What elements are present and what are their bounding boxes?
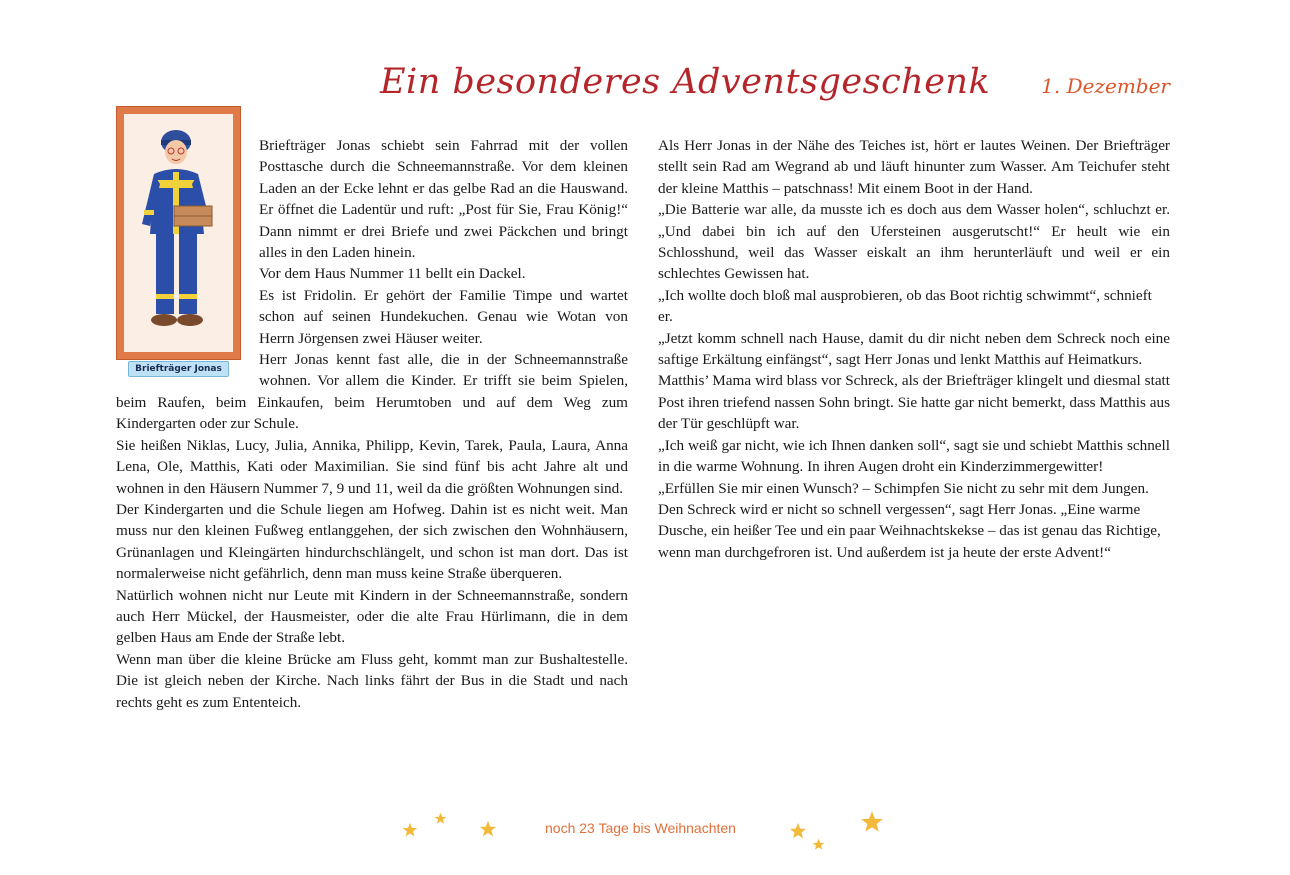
paragraph: Als Herr Jonas in der Nähe des Teiches ist, hört er lautes Weinen. Der Briefträger stellt sein Rad am Wegrand ab und läuft hinunter zum Wasser. Am Teichufer steht der kleine Matthis – patschnass! Mit einem Boot in der Hand. <box>658 137 1170 197</box>
paragraph: Es ist Fridolin. Er gehört der Familie Timpe und wartet schon auf seinen Hundekuchen. Genau wie Wotan von Herrn Jörgensen zwei Häuser weiter. <box>259 286 628 347</box>
paragraph: „Die Batterie war alle, da musste ich es doch aus dem Wasser holen“, schluchzt er. „Und dabei bin ich auf den Ufersteinen ausgerutscht!“ Er heult wie ein Schlosshund, weil das Wasser eiskalt an ihm herunterläuft und weil er ein schlechtes Gewissen hat. <box>658 201 1170 283</box>
page-title: Ein besonderes Adventsgeschenk <box>380 62 991 102</box>
paragraph: Briefträger Jonas schiebt sein Fahrrad mit der vollen Posttasche durch die Schneemannstraße. Vor dem kleinen Laden an der Ecke lehnt er das gelbe Rad an die Hauswand. Er öffnet die Ladentür und ruft: „Post für Sie, Frau König!“ Dann nimmt er drei Briefe und zwei Päckchen und bringt alles in den Laden hinein. <box>259 137 628 262</box>
star-icon <box>789 822 807 840</box>
paragraph: „Erfüllen Sie mir einen Wunsch? – Schimpfen Sie nicht zu sehr mit dem Jungen. Den Schreck wird er nicht so schnell vergessen“, sagt Herr Jonas. „Eine warme Dusche, ein heißer Tee und ein paar Weihnachtskekse – das ist genau das Richtige, wenn man durchgefroren ist. Und außerdem ist ja heute der erste Advent!“ <box>658 479 1161 561</box>
paragraph: Natürlich wohnen nicht nur Leute mit Kindern in der Schneemannstraße, sondern auch Herr Mückel, der Hausmeister, oder die alte Frau Hürlimann, die in dem gelben Haus am Ende der Straße lebt. <box>116 586 628 647</box>
star-icon <box>479 820 497 838</box>
star-icon <box>402 822 418 838</box>
star-icon <box>812 838 825 851</box>
paragraph: Vor dem Haus Nummer 11 bellt ein Dackel. <box>259 265 526 283</box>
paragraph: „Ich weiß gar nicht, wie ich Ihnen danken soll“, sagt sie und schiebt Matthis schnell in die warme Wohnung. In ihren Augen droht ein Kinderzimmergewitter! <box>658 436 1170 476</box>
countdown-text: noch 23 Tage bis Weihnachten <box>545 820 736 836</box>
paragraph: Herr Jonas kennt fast alle, die in der Schneemannstraße wohnen. Vor allem die Kinder. Er trifft sie beim Spielen, beim Raufen, beim Einkaufen, beim Herumtoben und auf dem Weg zum Kindergarten oder zur Schule. <box>116 351 628 433</box>
star-icon <box>434 812 447 825</box>
paragraph: „Ich wollte doch bloß mal ausprobieren, ob das Boot richtig schwimmt“, schnieft er. <box>658 286 1152 326</box>
paragraph: Der Kindergarten und die Schule liegen am Hofweg. Dahin ist es nicht weit. Man muss nur den kleinen Fußweg entlanggehen, der sich zwischen den Wohnhäusern, Grünanlagen und Kleingärten hindurchschlängelt, und schon ist man dort. Das ist normalerweise nicht gefährlich, denn man muss keine Straße überqueren. <box>116 500 628 583</box>
paragraph: Sie heißen Niklas, Lucy, Julia, Annika, Philipp, Kevin, Tarek, Paula, Laura, Anna Lena, Ole, Matthis, Kati oder Maximilian. Sie sind fünf bis acht Jahre alt und wohnen in den Häusern Nummer 7, 9 und 11, weil da die größten Wohnungen sind. <box>116 436 628 497</box>
illustration-wrap-space <box>116 135 259 375</box>
paragraph: „Jetzt komm schnell nach Hause, damit du dir nicht neben dem Schreck noch eine saftige Erkältung einfängst“, sagt Herr Jonas und lenkt Matthis auf Heimatkurs. <box>658 329 1170 369</box>
date-label: 1. Dezember <box>1041 74 1170 98</box>
left-column <box>116 135 628 713</box>
star-icon <box>860 810 884 834</box>
paragraph: Wenn man über die kleine Brücke am Fluss geht, kommt man zur Bushaltestelle. Die ist gleich neben der Kirche. Nach links fährt der Bus in die Stadt und nach rechts geht es zum Ententeich. <box>116 650 628 711</box>
paragraph: Matthis’ Mama wird blass vor Schreck, als der Briefträger klingelt und diesmal statt Post ihren triefend nassen Sohn bringt. Sie hatte gar nicht bemerkt, dass Matthis aus der Tür geschlüpft war. <box>658 372 1170 433</box>
right-column <box>658 135 1170 563</box>
illustration-caption: Briefträger Jonas <box>128 361 229 377</box>
